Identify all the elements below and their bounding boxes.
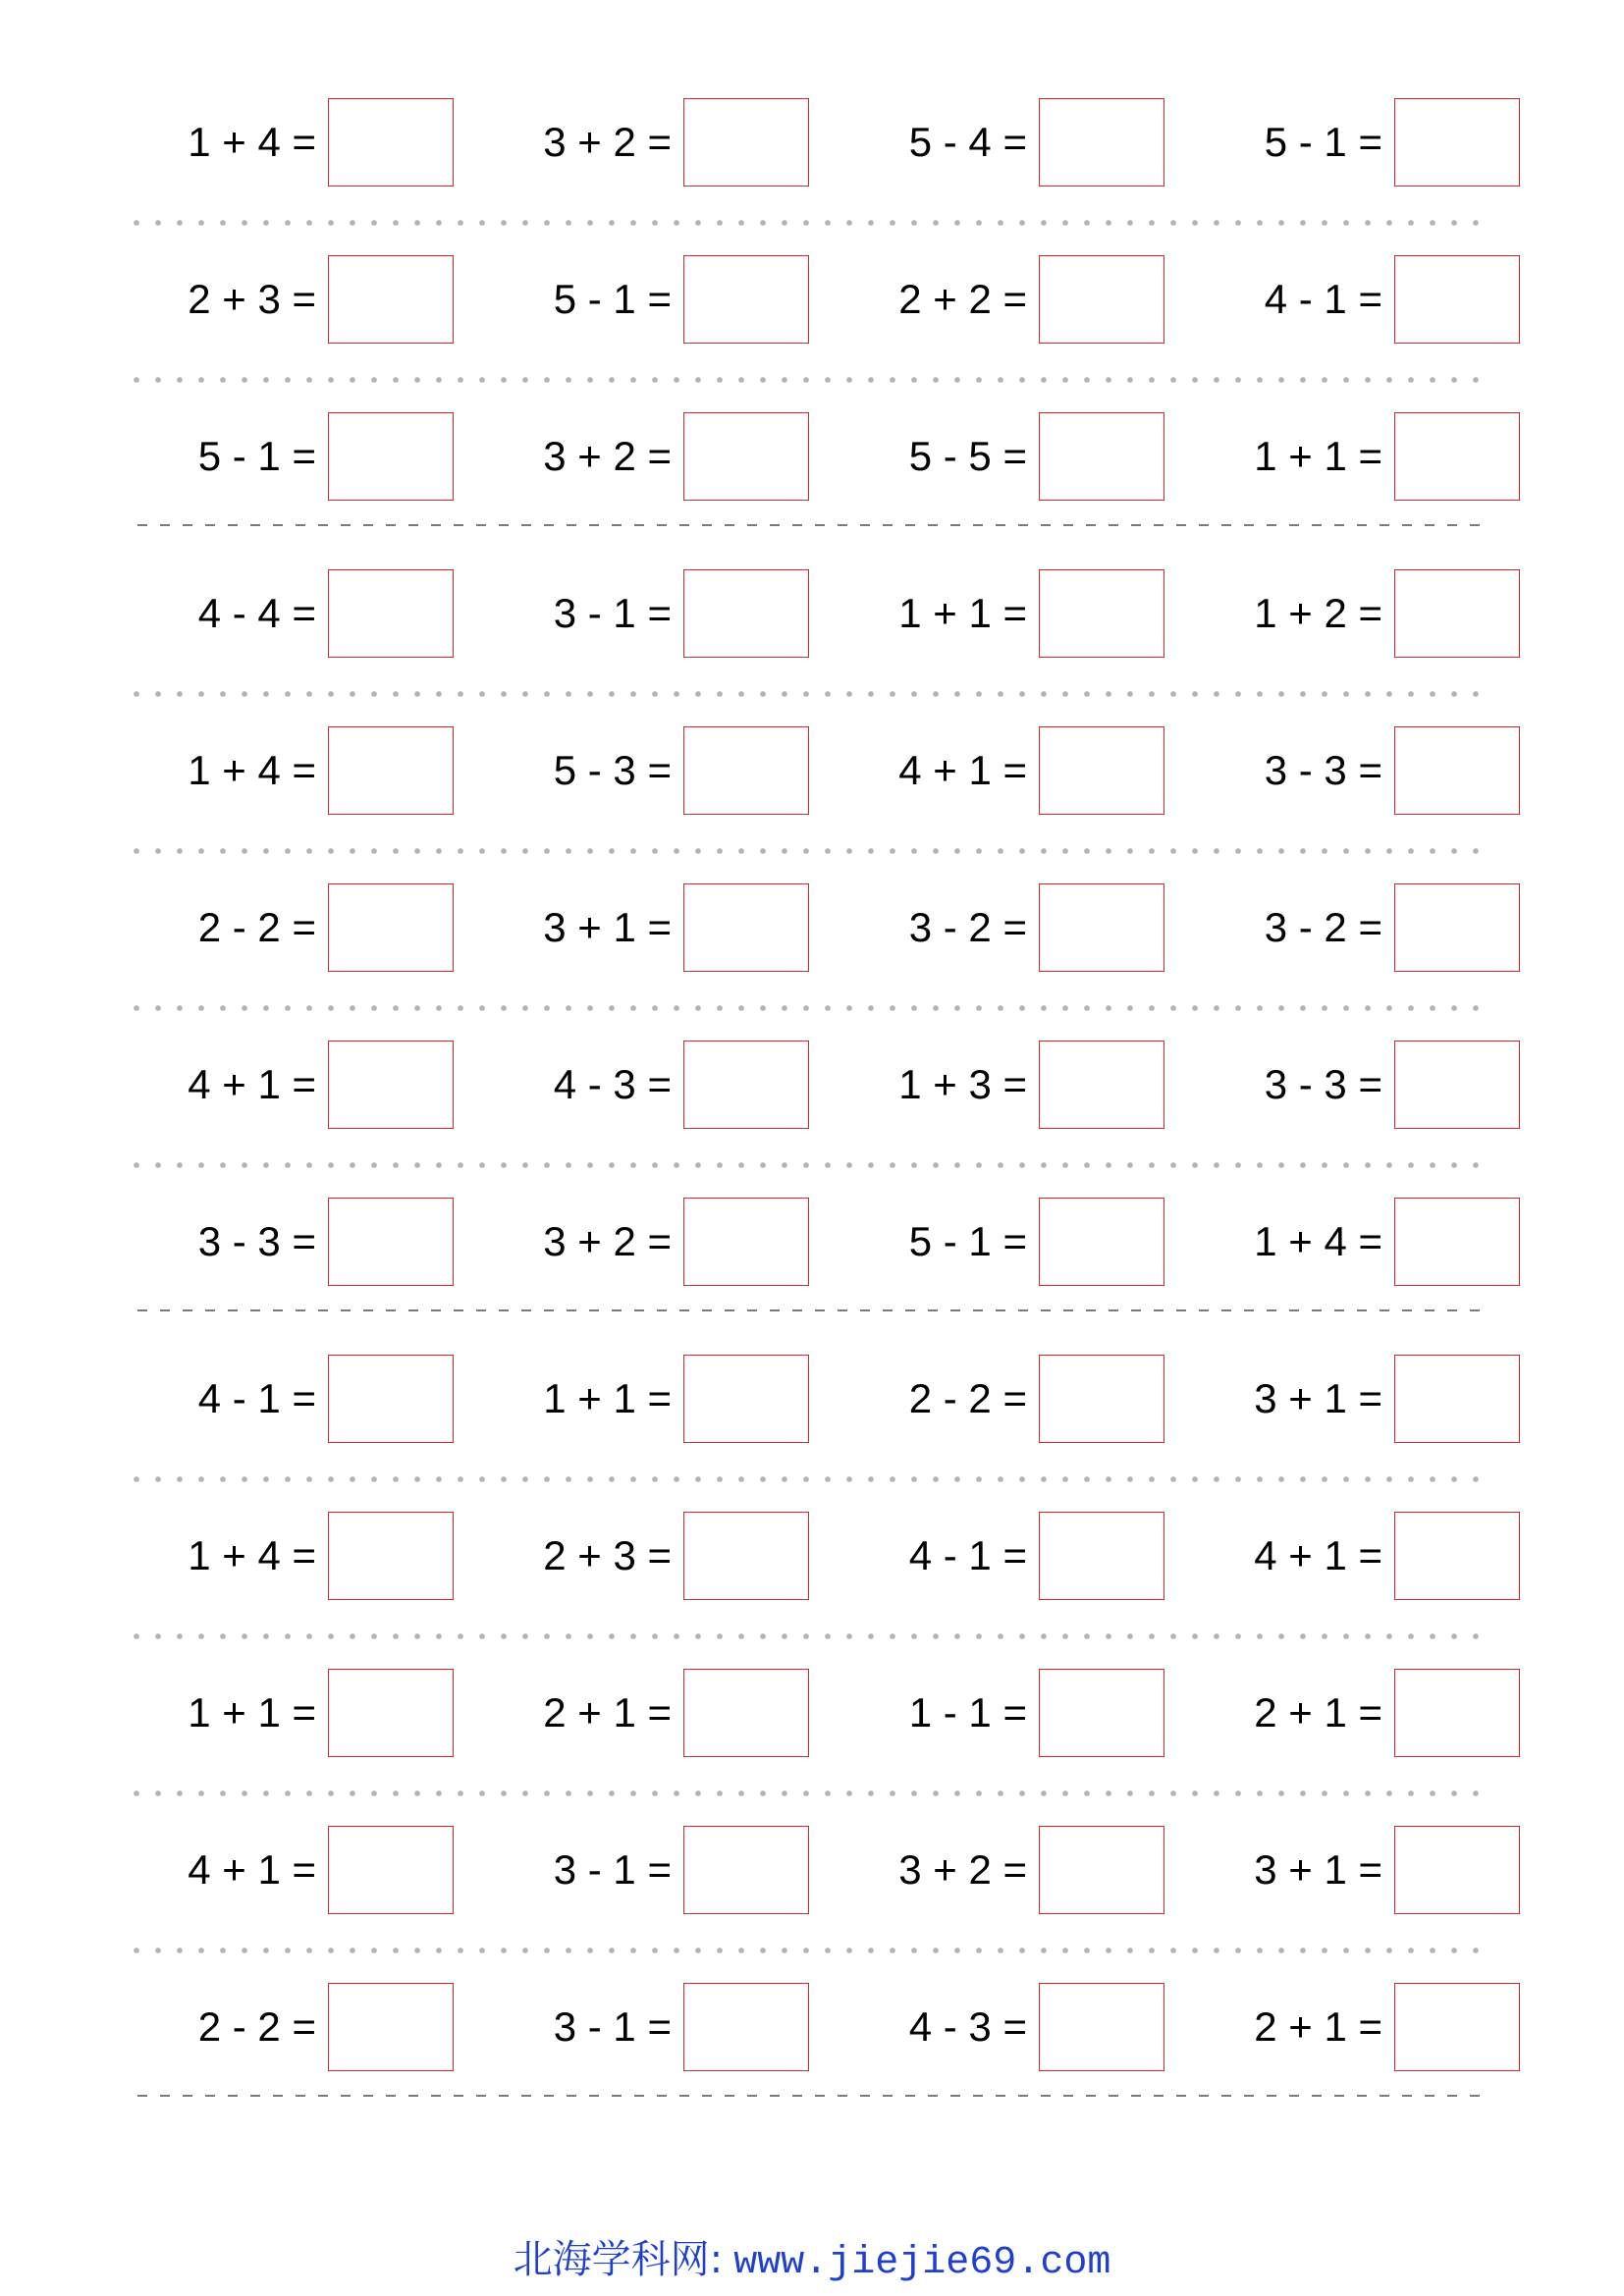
problem-expression: 3 + 2 =	[543, 1218, 672, 1264]
footer	[0, 2228, 1624, 2285]
problem	[61, 883, 454, 972]
problem	[61, 255, 454, 344]
problem	[1127, 726, 1520, 815]
problem-expression: 5 - 5 =	[908, 433, 1027, 479]
problem-expression: 1 + 3 =	[898, 1061, 1027, 1107]
problem-expression: 1 + 1 =	[188, 1689, 316, 1735]
problem-expression: 3 + 2 =	[543, 433, 672, 479]
dotted-separator	[126, 848, 1492, 854]
problem-expression: 1 + 4 =	[188, 1532, 316, 1578]
dotted-separator	[126, 1633, 1492, 1639]
problem	[772, 1826, 1164, 1914]
problem	[416, 883, 809, 972]
dotted-separator	[126, 1948, 1492, 1953]
answer-box[interactable]	[1394, 883, 1520, 972]
problem	[61, 1669, 454, 1757]
problem-expression: 2 - 2 =	[197, 904, 316, 950]
problem-row	[0, 1983, 1624, 2071]
answer-box[interactable]	[1394, 255, 1520, 344]
problem-expression: 1 - 1 =	[908, 1689, 1027, 1735]
problem-row	[0, 569, 1624, 658]
problem	[772, 412, 1164, 501]
problem-expression: 3 - 3 =	[1264, 1061, 1382, 1107]
problem	[1127, 1983, 1520, 2071]
problem	[61, 412, 454, 501]
problem-expression: 4 - 1 =	[908, 1532, 1027, 1578]
dotted-separator	[126, 1790, 1492, 1796]
dotted-separator	[126, 220, 1492, 226]
problem	[416, 1355, 809, 1443]
footer-label: 北海学科网:	[513, 2237, 724, 2282]
problem-expression: 4 - 4 =	[197, 590, 316, 636]
problem	[61, 1512, 454, 1600]
problem	[61, 1198, 454, 1286]
problem	[61, 98, 454, 187]
answer-box[interactable]	[1394, 569, 1520, 658]
problem	[416, 255, 809, 344]
problem-expression: 1 + 2 =	[1254, 590, 1382, 636]
problem-expression: 3 + 1 =	[1254, 1375, 1382, 1421]
problem-expression: 3 - 2 =	[908, 904, 1027, 950]
problem-expression: 4 + 1 =	[898, 747, 1027, 793]
problem-expression: 3 - 1 =	[553, 590, 672, 636]
problem-expression: 4 - 3 =	[908, 2003, 1027, 2050]
dashed-separator	[137, 2095, 1492, 2097]
problem-expression: 5 - 1 =	[553, 276, 672, 322]
problem	[416, 1198, 809, 1286]
dotted-separator	[126, 1476, 1492, 1482]
answer-box[interactable]	[1394, 726, 1520, 815]
problem	[1127, 1041, 1520, 1129]
problem-row	[0, 1355, 1624, 1443]
dashed-separator	[137, 524, 1492, 526]
problem-expression: 5 - 3 =	[553, 747, 672, 793]
problem	[1127, 98, 1520, 187]
problem-expression: 3 + 1 =	[543, 904, 672, 950]
answer-box[interactable]	[1394, 1355, 1520, 1443]
problem	[772, 569, 1164, 658]
dotted-separator	[126, 1162, 1492, 1168]
problem-expression: 2 + 1 =	[543, 1689, 672, 1735]
answer-box[interactable]	[1394, 1826, 1520, 1914]
problem-expression: 3 + 2 =	[543, 119, 672, 165]
problem	[61, 1041, 454, 1129]
problem	[772, 98, 1164, 187]
dotted-separator	[126, 377, 1492, 383]
problem	[772, 1198, 1164, 1286]
answer-box[interactable]	[1394, 1198, 1520, 1286]
problem	[772, 1983, 1164, 2071]
problem	[61, 1355, 454, 1443]
problem-expression: 1 + 1 =	[898, 590, 1027, 636]
problem	[416, 1041, 809, 1129]
problem-row	[0, 1512, 1624, 1600]
problem-expression: 4 + 1 =	[1254, 1532, 1382, 1578]
problem	[61, 726, 454, 815]
problem	[772, 1669, 1164, 1757]
problem-expression: 1 + 1 =	[1254, 433, 1382, 479]
problem	[1127, 1826, 1520, 1914]
problem	[416, 569, 809, 658]
answer-box[interactable]	[1394, 1041, 1520, 1129]
problem	[1127, 412, 1520, 501]
problem-row	[0, 412, 1624, 501]
answer-box[interactable]	[1394, 98, 1520, 187]
problem-expression: 5 - 1 =	[908, 1218, 1027, 1264]
problem-row	[0, 726, 1624, 815]
problem	[1127, 569, 1520, 658]
answer-box[interactable]	[1394, 412, 1520, 501]
problem-expression: 2 + 3 =	[188, 276, 316, 322]
dotted-separator	[126, 1005, 1492, 1011]
answer-box[interactable]	[1394, 1983, 1520, 2071]
problem-expression: 5 - 1 =	[1264, 119, 1382, 165]
problem	[772, 726, 1164, 815]
problem-expression: 3 - 3 =	[197, 1218, 316, 1264]
problem-expression: 5 - 4 =	[908, 119, 1027, 165]
problem-expression: 1 + 4 =	[188, 119, 316, 165]
problem	[772, 255, 1164, 344]
problem	[772, 883, 1164, 972]
problem-expression: 2 - 2 =	[197, 2003, 316, 2050]
problem-expression: 2 + 1 =	[1254, 2003, 1382, 2050]
problem-row	[0, 1198, 1624, 1286]
problem-expression: 2 + 2 =	[898, 276, 1027, 322]
problem-row	[0, 98, 1624, 187]
problem	[61, 1826, 454, 1914]
problem	[416, 1669, 809, 1757]
dotted-separator	[126, 691, 1492, 697]
problem-expression: 3 - 1 =	[553, 1846, 672, 1893]
answer-box[interactable]	[1394, 1512, 1520, 1600]
problem-expression: 2 - 2 =	[908, 1375, 1027, 1421]
problem-row	[0, 1041, 1624, 1129]
problem	[416, 726, 809, 815]
problem-expression: 4 + 1 =	[188, 1061, 316, 1107]
problem	[1127, 255, 1520, 344]
problem-expression: 1 + 1 =	[543, 1375, 672, 1421]
problem	[61, 1983, 454, 2071]
problem-expression: 4 - 1 =	[197, 1375, 316, 1421]
problem-expression: 3 + 1 =	[1254, 1846, 1382, 1893]
problem-expression: 3 - 3 =	[1264, 747, 1382, 793]
problem-expression: 4 + 1 =	[188, 1846, 316, 1893]
problem-expression: 1 + 4 =	[188, 747, 316, 793]
answer-box[interactable]	[1394, 1669, 1520, 1757]
problem-expression: 4 - 1 =	[1264, 276, 1382, 322]
problem-row	[0, 1826, 1624, 1914]
problem-expression: 4 - 3 =	[553, 1061, 672, 1107]
problem	[772, 1512, 1164, 1600]
problem-row	[0, 1669, 1624, 1757]
problem-expression: 3 - 1 =	[553, 2003, 672, 2050]
problem-expression: 1 + 4 =	[1254, 1218, 1382, 1264]
footer-url[interactable]: www.jiejie69.com	[733, 2241, 1111, 2285]
problem	[1127, 1355, 1520, 1443]
problem	[1127, 1669, 1520, 1757]
problem	[416, 1983, 809, 2071]
problem	[772, 1041, 1164, 1129]
problem-row	[0, 255, 1624, 344]
problem-expression: 3 + 2 =	[898, 1846, 1027, 1893]
problem	[61, 569, 454, 658]
problem	[772, 1355, 1164, 1443]
problem	[416, 1512, 809, 1600]
problem	[1127, 883, 1520, 972]
problem-expression: 2 + 3 =	[543, 1532, 672, 1578]
problem	[416, 412, 809, 501]
dashed-separator	[137, 1309, 1492, 1311]
problem-expression: 3 - 2 =	[1264, 904, 1382, 950]
problem-expression: 5 - 1 =	[197, 433, 316, 479]
problem	[1127, 1198, 1520, 1286]
problem	[416, 1826, 809, 1914]
problem	[416, 98, 809, 187]
problem-row	[0, 883, 1624, 972]
problem-expression: 2 + 1 =	[1254, 1689, 1382, 1735]
problem	[1127, 1512, 1520, 1600]
